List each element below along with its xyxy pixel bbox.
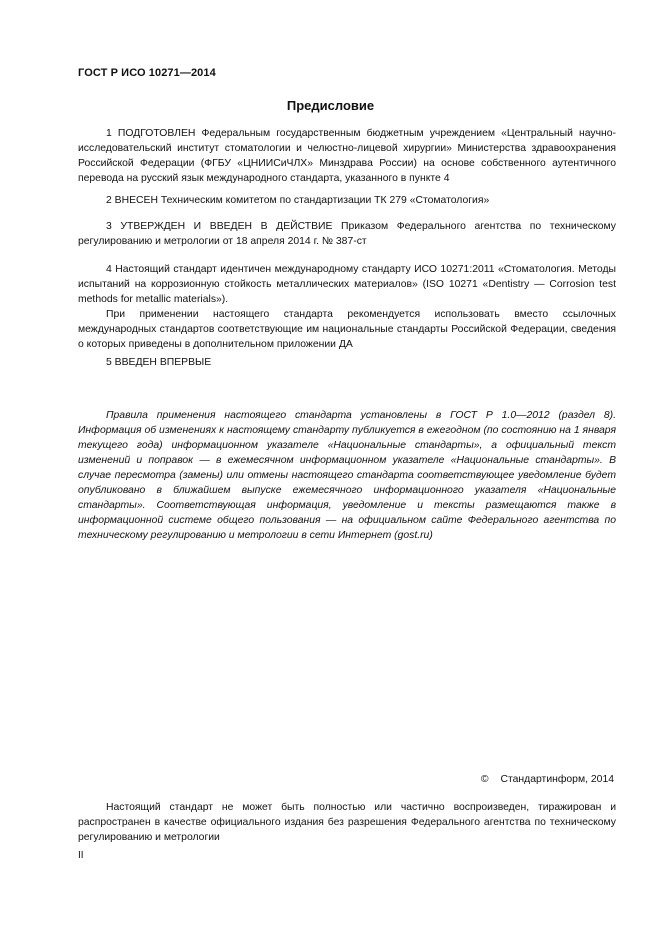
section-2-text: 2 ВНЕСЕН Техническим комитетом по стандартизации ТК 279 «Стоматология»: [106, 195, 490, 206]
page-number: II: [78, 850, 84, 861]
copyright-text: Стандартинформ, 2014: [500, 774, 614, 785]
copyright-symbol: ©: [480, 774, 489, 785]
section-3: [78, 219, 616, 249]
application-notice: [78, 408, 616, 543]
section-2: [78, 193, 616, 208]
section-5: [78, 355, 616, 370]
section-4: [78, 262, 616, 352]
section-4-note: При применении настоящего стандарта рекомендуется использовать вместо ссылочных международных стандартов соответствующие им национальные стандарты Российской Федерации, сведения о которых приведены в дополнительном приложении ДА: [78, 309, 616, 350]
section-4-text: 4 Настоящий стандарт идентичен международному стандарту ИСО 10271:2011 «Стоматология. Методы испытаний на коррозионную стойкость металлических материалов» (ISO 10271 «Dentistry — Corrosion test methods for metallic materials»).: [78, 264, 616, 305]
application-notice-text: Правила применения настоящего стандарта установлены в ГОСТ Р 1.0—2012 (раздел 8). Информация об изменениях к настоящему стандарту публикуется в ежегодном (по состоянию на 1 января текущего года) информационном указателе «Национальные стандарты», а официальный текст изменений и поправок — в ежемесячном информационном указателе «Национальные стандарты». В случае пересмотра (замены) или отмены настоящего стандарта соответствующее уведомление будет опубликовано в ближайшем выпуске ежемесячного информационного указателя «Национальные стандарты». Соответствующая информация, уведомление и тексты размещаются также в информационной системе общего пользования — на официальном сайте Федерального агентства по техническому регулированию и метрологии в сети Интернет (gost.ru): [78, 410, 616, 541]
page-title: Предисловие: [286, 98, 375, 113]
reproduction-notice: [78, 800, 616, 845]
section-3-text: 3 УТВЕРЖДЕН И ВВЕДЕН В ДЕЙСТВИЕ Приказом Федерального агентства по техническому регулированию и метрологии от 18 апреля 2014 г. № 387-ст: [78, 221, 616, 247]
reproduction-notice-text: Настоящий стандарт не может быть полностью или частично воспроизведен, тиражирован и распространен в качестве официального издания без разрешения Федерального агентства по техническому регулированию и метрологии: [78, 802, 616, 843]
section-1: [78, 126, 616, 186]
section-5-text: 5 ВВЕДЕН ВПЕРВЫЕ: [106, 357, 212, 368]
section-1-text: 1 ПОДГОТОВЛЕН Федеральным государственным бюджетным учреждением «Центральный научно-исследовательский институт стоматологии и челюстно-лицевой хирургии» Министерства здравоохранения Российской Федерации (ФГБУ «ЦНИИСиЧЛХ» Минздрава России) на основе собственного аутентичного перевода на русский язык международного стандарта, указанного в пункте 4: [78, 128, 616, 184]
document-header: ГОСТ Р ИСО 10271—2014: [78, 67, 216, 79]
copyright-line: [481, 774, 614, 785]
